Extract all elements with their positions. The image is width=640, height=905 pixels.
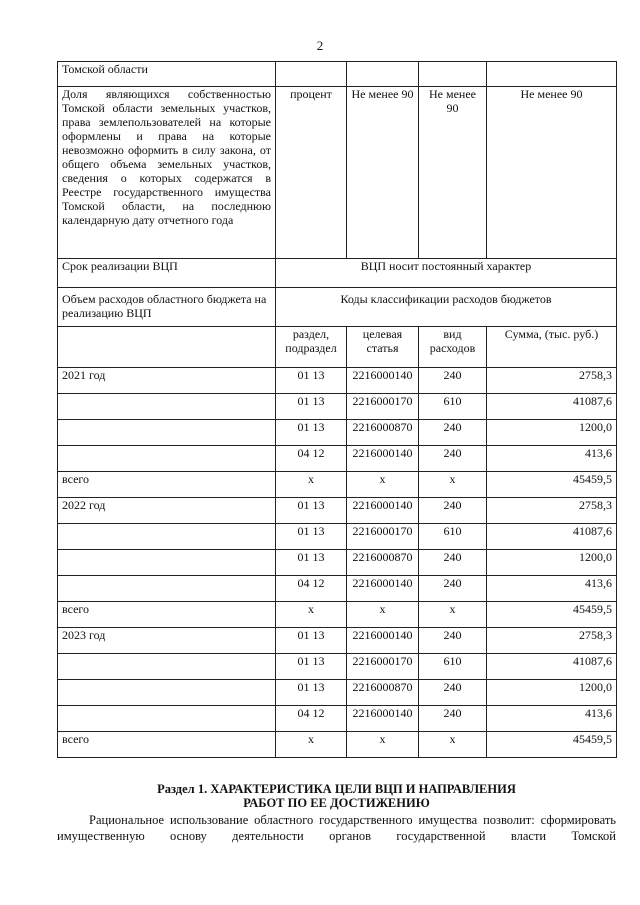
sum-value: 413,6: [487, 706, 617, 732]
indicator-value-2: Не менее 90: [419, 87, 487, 259]
sum-value: 41087,6: [487, 524, 617, 550]
page-number: 2: [316, 38, 324, 53]
body-paragraph-text: Рациональное использование областного государственного имущества позволит: сформировать имущественную основу деятельности органов государственной власти Томской: [57, 813, 616, 843]
columns-header-row: [58, 327, 617, 368]
total-label: всего: [58, 732, 276, 758]
term-label: Срок реализации ВЦП: [58, 259, 276, 288]
section-code: 04 12: [276, 576, 347, 602]
expense-type: 240: [419, 680, 487, 706]
expense-type: 240: [419, 576, 487, 602]
table-row: [58, 394, 617, 420]
codes-header: Коды классификации расходов бюджетов: [276, 288, 617, 327]
target-code: 2216000170: [347, 394, 419, 420]
expense-type: 610: [419, 654, 487, 680]
section-code: 01 13: [276, 368, 347, 394]
table-row: [58, 706, 617, 732]
section-title-line-2: РАБОТ ПО ЕЕ ДОСТИЖЕНИЮ: [243, 796, 430, 810]
sum-value: 2758,3: [487, 368, 617, 394]
section-code: 01 13: [276, 498, 347, 524]
col-section-header: раздел, подраздел: [276, 327, 347, 368]
target-code: 2216000140: [347, 706, 419, 732]
table-row: [58, 498, 617, 524]
budget-table: [57, 61, 617, 758]
target-code: х: [347, 732, 419, 758]
col-type-header: вид расходов: [419, 327, 487, 368]
sum-value: 2758,3: [487, 498, 617, 524]
total-row: [58, 602, 617, 628]
expense-type: 240: [419, 706, 487, 732]
volume-row: [58, 288, 617, 327]
table-row: [58, 368, 617, 394]
target-code: 2216000140: [347, 576, 419, 602]
sum-value: 41087,6: [487, 654, 617, 680]
body-paragraph: [57, 812, 616, 844]
target-code: 2216000140: [347, 368, 419, 394]
year-label: 2021 год: [58, 368, 276, 394]
col-sum-header: Сумма, (тыс. руб.): [487, 327, 617, 368]
section-title-line-1: Раздел 1. ХАРАКТЕРИСТИКА ЦЕЛИ ВЦП И НАПРАВЛЕНИЯ: [157, 782, 516, 796]
volume-label: Объем расходов областного бюджета на реализацию ВЦП: [58, 288, 276, 327]
target-code: 2216000870: [347, 550, 419, 576]
section-code: 01 13: [276, 420, 347, 446]
section-title: [57, 782, 616, 810]
expense-type: 240: [419, 550, 487, 576]
expense-type: х: [419, 472, 487, 498]
sum-value: 1200,0: [487, 420, 617, 446]
expense-type: х: [419, 602, 487, 628]
section-code: 01 13: [276, 628, 347, 654]
sum-value: 2758,3: [487, 628, 617, 654]
target-code: х: [347, 602, 419, 628]
total-label: всего: [58, 472, 276, 498]
target-code: 2216000870: [347, 420, 419, 446]
section-code: 04 12: [276, 706, 347, 732]
section-code: х: [276, 472, 347, 498]
indicator-row: [58, 87, 617, 259]
sum-value: 1200,0: [487, 550, 617, 576]
section-code: х: [276, 602, 347, 628]
sum-value: 1200,0: [487, 680, 617, 706]
table-row: [58, 524, 617, 550]
expense-type: 240: [419, 446, 487, 472]
table-row: [58, 654, 617, 680]
expense-type: 240: [419, 420, 487, 446]
expense-type: 610: [419, 524, 487, 550]
section-code: 01 13: [276, 524, 347, 550]
table-row: [58, 446, 617, 472]
expense-type: х: [419, 732, 487, 758]
table-row: [58, 680, 617, 706]
indicator-text: Доля являющихся собственностью Томской области земельных участков, права землепользователей на которые оформлены и права на которые невозможно оформить в силу закона, от общего объема земельных участков, сведения о которых содержатся в Реестре государственного имущества Томской области, на последнюю календарную дату отчетного года: [58, 87, 276, 259]
section-code: 01 13: [276, 680, 347, 706]
section-code: 01 13: [276, 550, 347, 576]
target-code: 2216000170: [347, 654, 419, 680]
total-row: [58, 472, 617, 498]
section-code: х: [276, 732, 347, 758]
target-code: 2216000140: [347, 446, 419, 472]
year-label: 2022 год: [58, 498, 276, 524]
section-code: 01 13: [276, 394, 347, 420]
expense-type: 240: [419, 498, 487, 524]
table-row: [58, 576, 617, 602]
section-code: 04 12: [276, 446, 347, 472]
sum-value: 41087,6: [487, 394, 617, 420]
expense-type: 610: [419, 394, 487, 420]
table-row: [58, 420, 617, 446]
sum-value: 45459,5: [487, 602, 617, 628]
table-row: [58, 62, 617, 87]
term-row: [58, 259, 617, 288]
section-code: 01 13: [276, 654, 347, 680]
region-cell: Томской области: [58, 62, 276, 87]
sum-value: 413,6: [487, 446, 617, 472]
indicator-value-1: Не менее 90: [347, 87, 419, 259]
indicator-value-3: Не менее 90: [487, 87, 617, 259]
total-row: [58, 732, 617, 758]
target-code: 2216000870: [347, 680, 419, 706]
sum-value: 45459,5: [487, 472, 617, 498]
indicator-unit: процент: [276, 87, 347, 259]
target-code: 2216000140: [347, 628, 419, 654]
expense-type: 240: [419, 628, 487, 654]
target-code: х: [347, 472, 419, 498]
sum-value: 413,6: [487, 576, 617, 602]
total-label: всего: [58, 602, 276, 628]
sum-value: 45459,5: [487, 732, 617, 758]
table-row: [58, 628, 617, 654]
year-label: 2023 год: [58, 628, 276, 654]
table-row: [58, 550, 617, 576]
expense-type: 240: [419, 368, 487, 394]
term-value: ВЦП носит постоянный характер: [276, 259, 617, 288]
target-code: 2216000170: [347, 524, 419, 550]
col-target-header: целевая статья: [347, 327, 419, 368]
target-code: 2216000140: [347, 498, 419, 524]
